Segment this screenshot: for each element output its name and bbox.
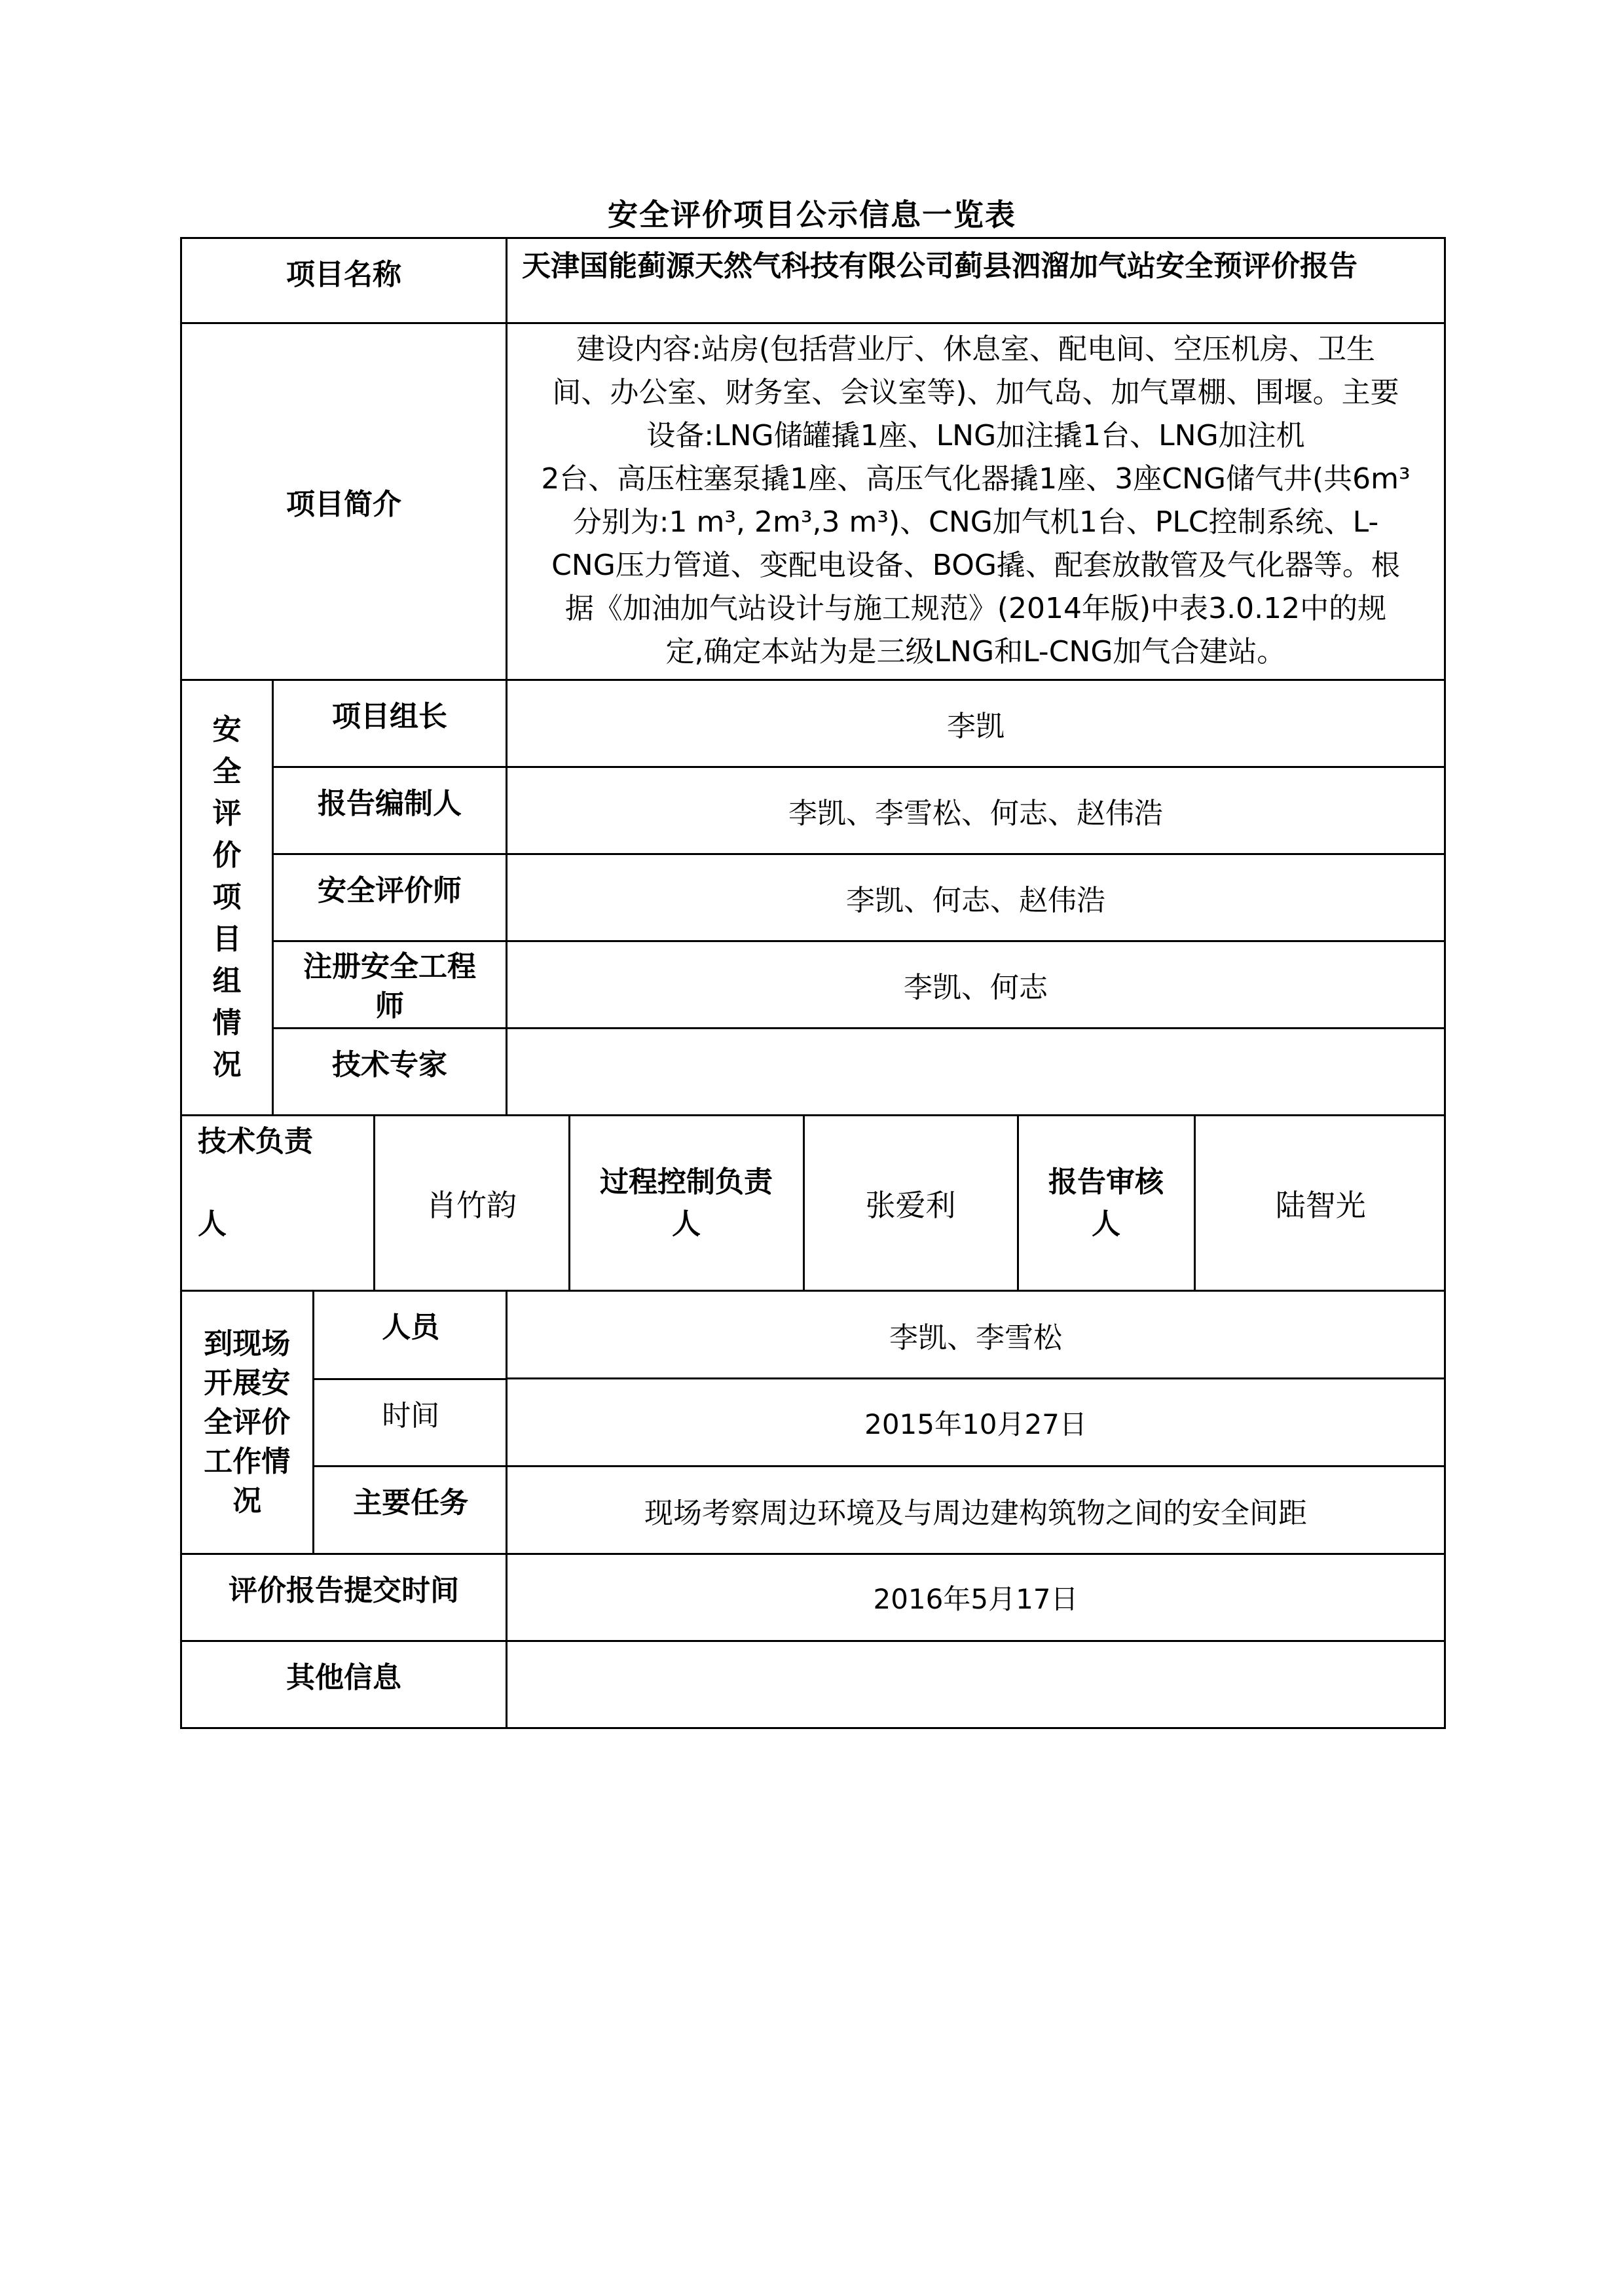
safety-evaluator-value: 李凯、何志、赵伟浩: [507, 854, 1445, 941]
intro-line: 分别为:1 m³, 2m³,3 m³)、CNG加气机1台、PLC控制系统、L-: [572, 505, 1379, 539]
registered-engineer-value: 李凯、何志: [507, 941, 1445, 1029]
team-row: [181, 1029, 1445, 1116]
intro-line: 建设内容:站房(包括营业厅、休息室、配电间、空压机房、卫生: [576, 333, 1375, 366]
process-responsible-label-line: 人: [672, 1207, 701, 1241]
project-name-label: 项目名称: [181, 238, 507, 323]
tech-responsible-value: 肖竹韵: [374, 1116, 569, 1290]
site-time-label: 时间: [313, 1379, 507, 1466]
report-reviewer-value: 陆智光: [1194, 1116, 1446, 1290]
document-title: 安全评价项目公示信息一览表: [608, 197, 1016, 232]
site-visit-group-label-line: 全评价: [204, 1405, 291, 1439]
team-group-char: 全: [212, 755, 242, 788]
tech-expert-value: [507, 1029, 1445, 1116]
process-responsible-label-line: 过程控制负责: [600, 1165, 773, 1199]
process-responsible-value: 张爱利: [803, 1116, 1018, 1290]
intro-line: 设备:LNG储罐撬1座、LNG加注撬1台、LNG加注机: [646, 419, 1305, 452]
intro-line: 定,确定本站为是三级LNG和L-CNG加气合建站。: [665, 635, 1286, 668]
submit-time-row: [181, 1554, 1445, 1641]
team-row: [181, 680, 1445, 767]
other-info-row: [181, 1641, 1445, 1728]
team-leader-value: 李凯: [507, 680, 1445, 767]
project-intro-label: 项目简介: [181, 323, 507, 680]
report-author-label: 报告编制人: [273, 767, 507, 854]
tech-responsible-label-line: 技术负责: [198, 1125, 313, 1158]
intro-line: CNG压力管道、变配电设备、BOG撬、配套放散管及气化器等。根: [551, 549, 1400, 582]
site-visit-row: [181, 1291, 1445, 1379]
report-reviewer-label: [1018, 1116, 1194, 1290]
project-name-value: 天津国能蓟源天然气科技有限公司蓟县泗溜加气站安全预评价报告: [507, 238, 1445, 323]
team-row: [181, 941, 1445, 1029]
site-visit-group-label: [182, 1292, 313, 1553]
intro-line-text: 2台、高压柱塞泵撬1座、高压气化器撬1座、3座CNG储气井(共6m³: [541, 462, 1411, 496]
registered-engineer-label-line: 师: [375, 989, 404, 1023]
safety-evaluator-label: 安全评价师: [273, 854, 507, 941]
site-visit-group-label-line: 况: [232, 1484, 262, 1518]
intro-line: 间、办公室、财务室、会议室等)、加气岛、加气罩棚、围堰。主要: [552, 376, 1399, 409]
other-info-value: [507, 1641, 1445, 1728]
team-group-char: 项: [212, 881, 242, 914]
team-row: [181, 767, 1445, 854]
tech-responsible-label-line: 人: [198, 1207, 227, 1241]
team-leader-label: 项目组长: [273, 680, 507, 767]
site-visit-label-table: [182, 1292, 507, 1553]
team-group-char: 目: [212, 922, 242, 956]
team-group-char: 评: [212, 797, 242, 830]
tech-expert-label: 技术专家: [273, 1029, 507, 1116]
process-responsible-label: [569, 1116, 803, 1290]
intro-line: 据《加油加气站设计与施工规范》(2014年版)中表3.0.12中的规: [564, 592, 1387, 625]
site-visit-group-label-line: 开展安: [204, 1366, 291, 1400]
team-group-char: 价: [212, 839, 242, 872]
site-time-value: 2015年10月27日: [507, 1379, 1445, 1467]
site-task-value: 现场考察周边环境及与周边建构筑物之间的安全间距: [507, 1467, 1445, 1554]
intro-line: [522, 458, 1430, 501]
team-group-char: 情: [212, 1006, 242, 1040]
registered-engineer-label: [273, 941, 507, 1029]
site-personnel-label: 人员: [313, 1292, 507, 1379]
site-visit-group-label-line: 工作情: [204, 1444, 291, 1478]
report-reviewer-label-line: 人: [1092, 1207, 1120, 1241]
team-group-char: 安: [212, 713, 242, 746]
site-visit-group-label-line: 到现场: [204, 1326, 291, 1360]
responsibles-table: [182, 1116, 1446, 1290]
team-group-char: 况: [212, 1048, 242, 1082]
submit-time-value: 2016年5月17日: [507, 1554, 1445, 1641]
project-intro-value: [507, 323, 1445, 680]
submit-time-label: 评价报告提交时间: [181, 1554, 507, 1641]
tech-responsible-label: [182, 1116, 374, 1290]
site-task-label: 主要任务: [313, 1466, 507, 1553]
project-intro-row: [181, 323, 1445, 680]
team-group-label: [181, 680, 273, 1116]
other-info-label: 其他信息: [181, 1641, 507, 1728]
report-author-value: 李凯、李雪松、何志、赵伟浩: [507, 767, 1445, 854]
report-reviewer-label-line: 报告审核: [1048, 1165, 1164, 1199]
info-table: [180, 237, 1446, 1729]
responsibles-row: [181, 1116, 1445, 1291]
team-row: [181, 854, 1445, 941]
project-name-row: [181, 238, 1445, 323]
registered-engineer-label-line: 注册安全工程: [303, 950, 476, 983]
team-group-char: 组: [212, 964, 242, 998]
site-personnel-value: 李凯、李雪松: [507, 1291, 1445, 1379]
